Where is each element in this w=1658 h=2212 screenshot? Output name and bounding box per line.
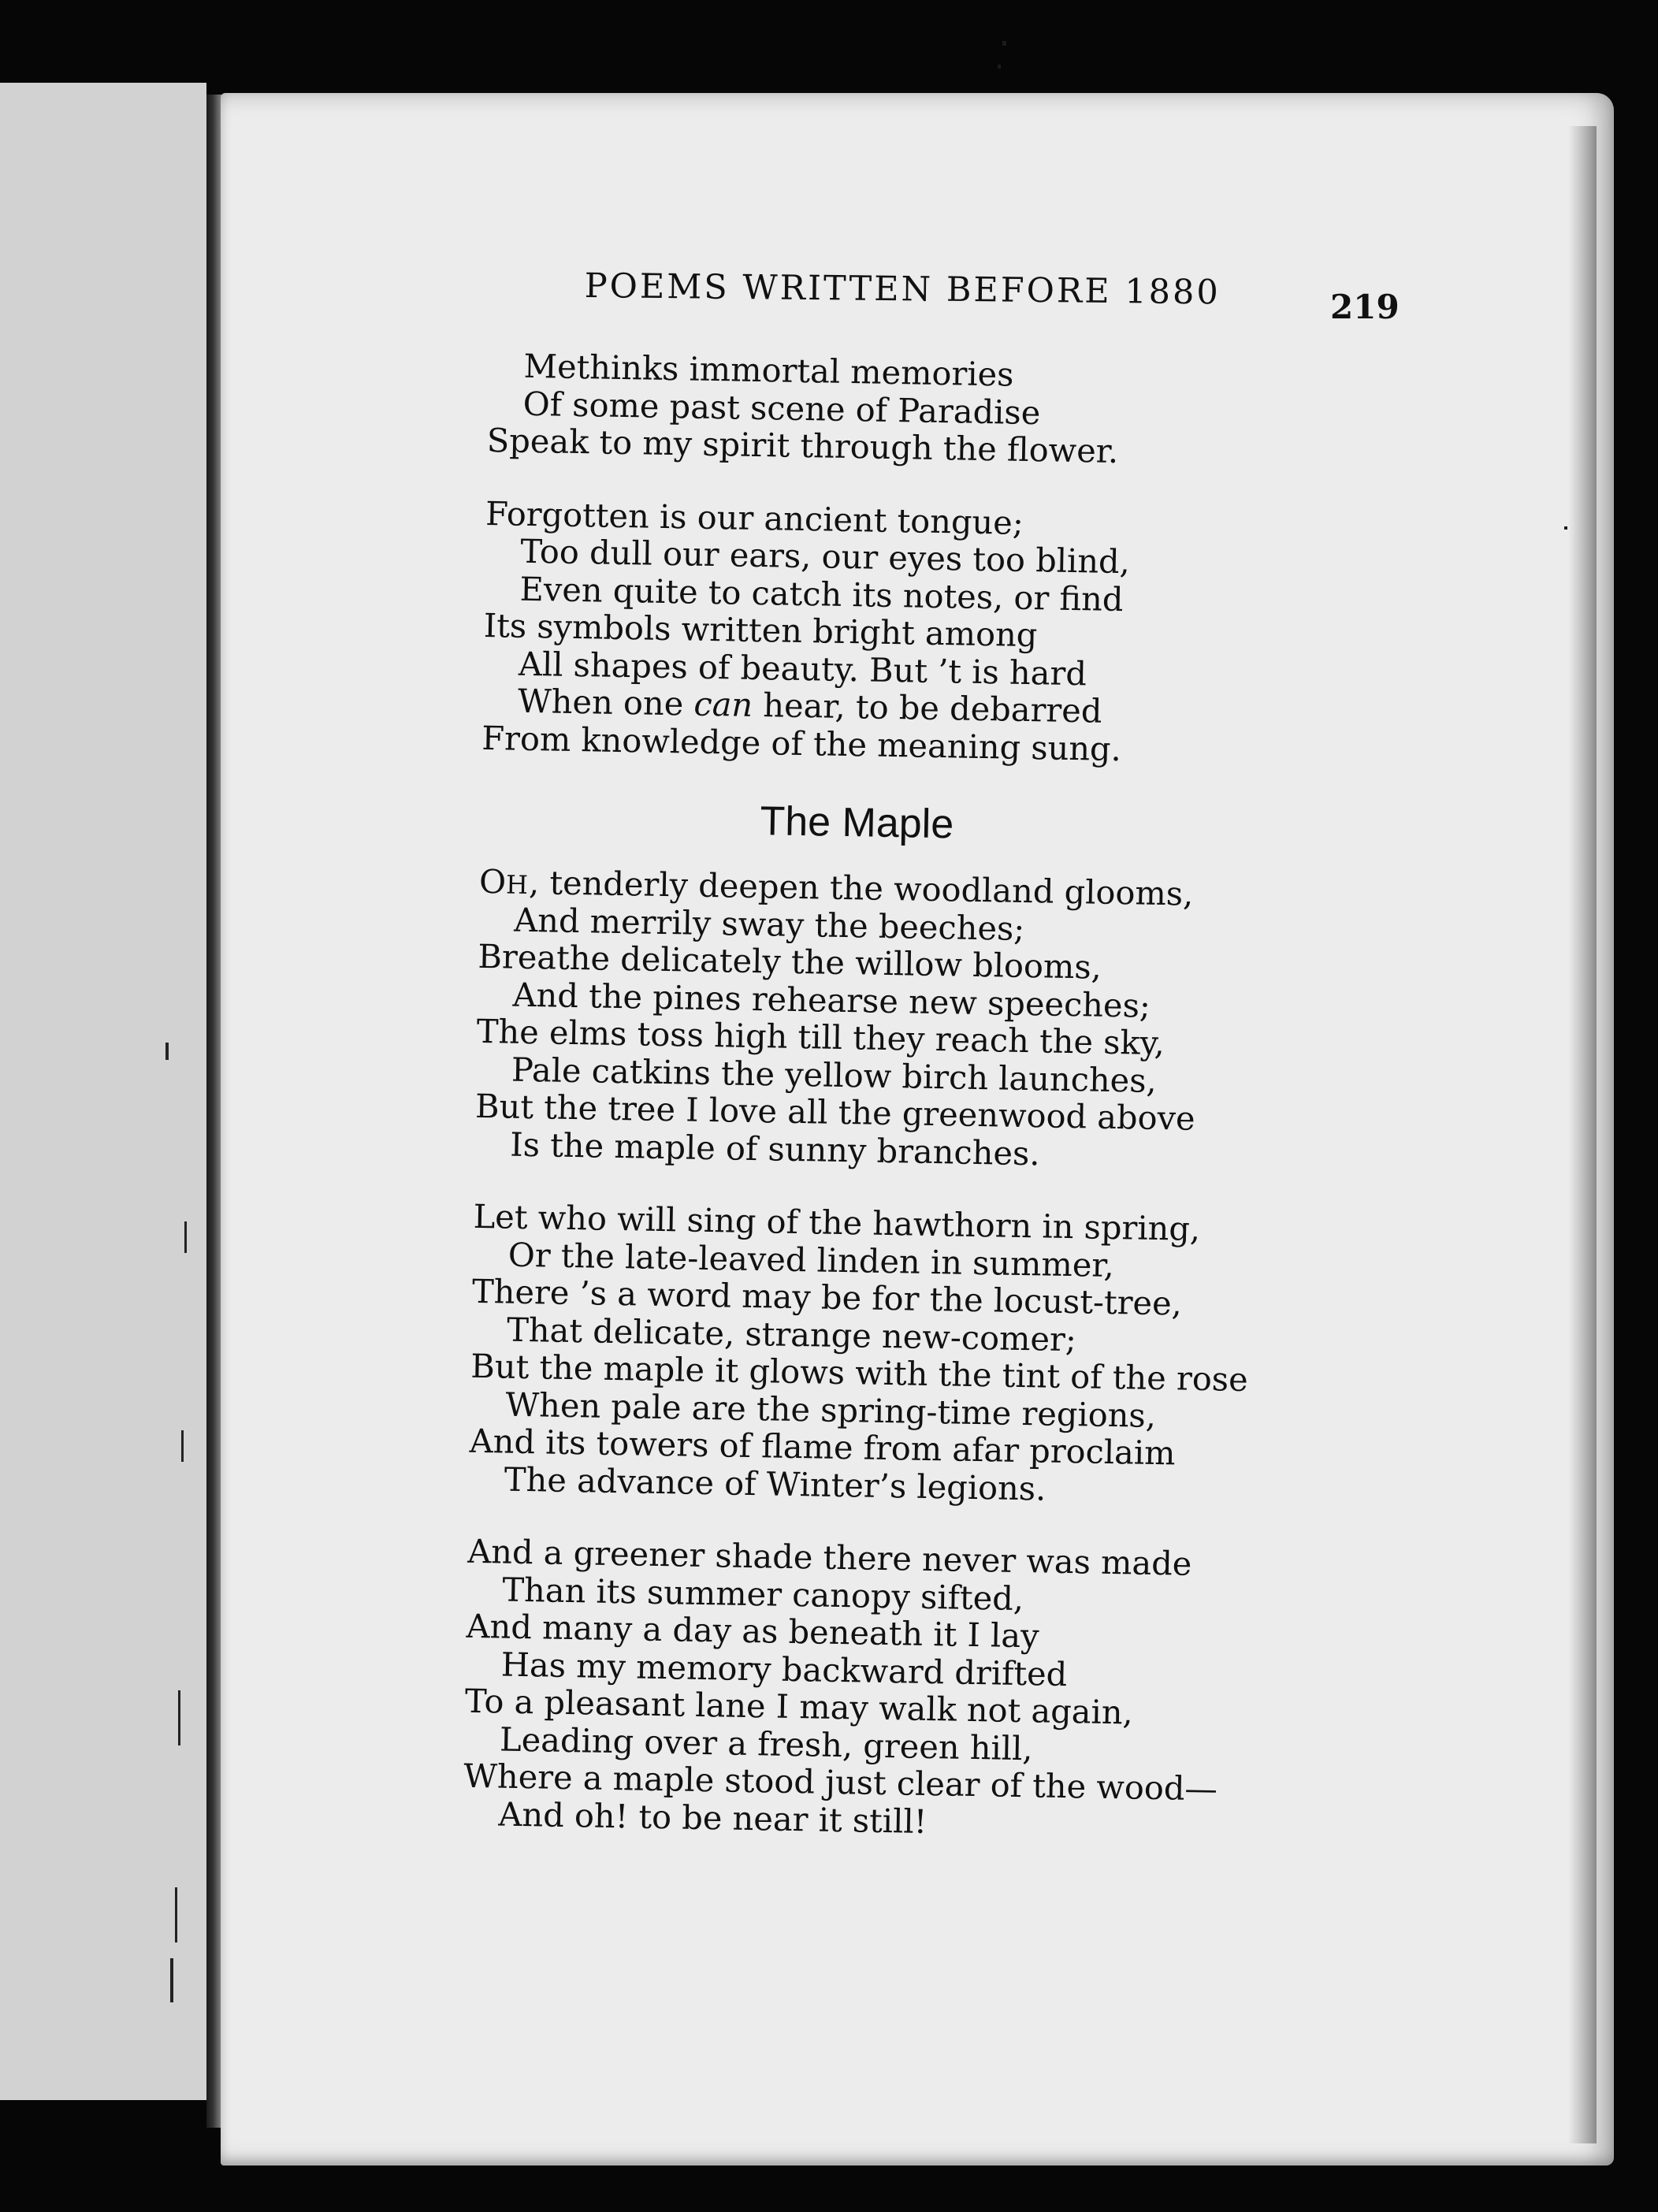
verse-line: Let who will sing of the hawthorn in spring, (473, 1196, 1201, 1248)
verse-line: The elms toss high till they reach the sky, (476, 1011, 1165, 1063)
emphasis: can (693, 684, 753, 724)
poem-title: The Maple (760, 798, 954, 848)
verse-line: Than its summer canopy sifted, (502, 1570, 1024, 1618)
verse-line: And oh! to be near it still! (498, 1794, 928, 1841)
verse-line: Speak to my spirit through the flower. (486, 420, 1119, 470)
scan-speck (1564, 526, 1567, 530)
verse-line: All shapes of beauty. But ’t is hard (518, 644, 1087, 693)
verse-line: But the tree I love all the greenwood above (474, 1086, 1196, 1138)
left-page-mark (181, 1430, 184, 1462)
first-line-rest: , tenderly deepen the woodland glooms, (528, 862, 1194, 913)
verse-line: Pale catkins the yellow birch launches, (511, 1050, 1158, 1100)
poem-continuation (481, 347, 1355, 771)
first-word-smallcaps: H (505, 869, 530, 900)
stanza (469, 1198, 1340, 1512)
verse-line: Is the maple of sunny branches. (509, 1125, 1040, 1173)
verse-line: To a pleasant lane I may walk not again, (464, 1681, 1134, 1732)
verse-line: That delicate, strange new-comer; (506, 1310, 1077, 1359)
verse-line: Where a maple stood just clear of the wood— (463, 1756, 1218, 1809)
verse-line: Too dull our ears, our eyes too blind, (520, 531, 1131, 582)
verse-line: There ’s a word may be for the locust-tree, (471, 1271, 1183, 1323)
page-number: 219 (1330, 288, 1400, 326)
stanza (474, 863, 1346, 1177)
running-header: POEMS WRITTEN BEFORE 1880 (584, 266, 1221, 313)
verse-line: But the maple it glows with the tint of the rose (470, 1346, 1249, 1400)
scan-speck (1002, 41, 1006, 46)
stanza (481, 494, 1353, 771)
verse-line: Breathe delicately the willow blooms, (478, 936, 1102, 987)
verse-line: And many a day as beneath it I lay (466, 1606, 1039, 1656)
verse-line: Forgotten is our ancient tongue; (485, 493, 1024, 542)
left-page-mark (175, 1887, 177, 1942)
scan-speck (998, 65, 1001, 69)
left-page-mark (178, 1690, 180, 1745)
left-page-mark (165, 1043, 169, 1060)
verse-line: Leading over a fresh, green hill, (499, 1719, 1033, 1768)
drop-initial: O (478, 861, 507, 902)
verse-line: From knowledge of the meaning sung. (481, 718, 1122, 768)
poem-the-maple (463, 863, 1346, 1847)
left-page-mark (184, 1221, 187, 1253)
verse-line: Has my memory backward drifted (500, 1645, 1068, 1693)
verse-line: Even quite to catch its notes, or find (519, 569, 1124, 619)
verse-line: Of some past scene of Paradise (522, 384, 1041, 432)
stanza (463, 1533, 1334, 1847)
verse-line: When one can hear, to be debarred (517, 681, 1102, 731)
verse-line: When pale are the spring-time regions, (505, 1385, 1157, 1435)
page-edge-shadow (1568, 126, 1597, 2143)
verse-line: And its towers of flame from afar proclaim (469, 1421, 1176, 1473)
verse-line: Its symbols written bright among (483, 605, 1038, 655)
stanza (487, 347, 1355, 474)
left-page-mark (170, 1958, 173, 2002)
verse-line: And the pines rehearse new speeches; (512, 975, 1151, 1025)
page-body (462, 347, 1355, 1883)
book-gutter (206, 95, 222, 2128)
left-page-margin (0, 83, 206, 2100)
verse-line: And a greener shade there never was made (467, 1531, 1192, 1583)
verse-line: Methinks immortal memories (523, 346, 1014, 394)
verse-line: And merrily sway the beeches; (513, 900, 1025, 948)
verse-line: Or the late-leaved linden in summer, (507, 1235, 1115, 1284)
verse-line: The advance of Winter’s legions. (504, 1459, 1046, 1508)
